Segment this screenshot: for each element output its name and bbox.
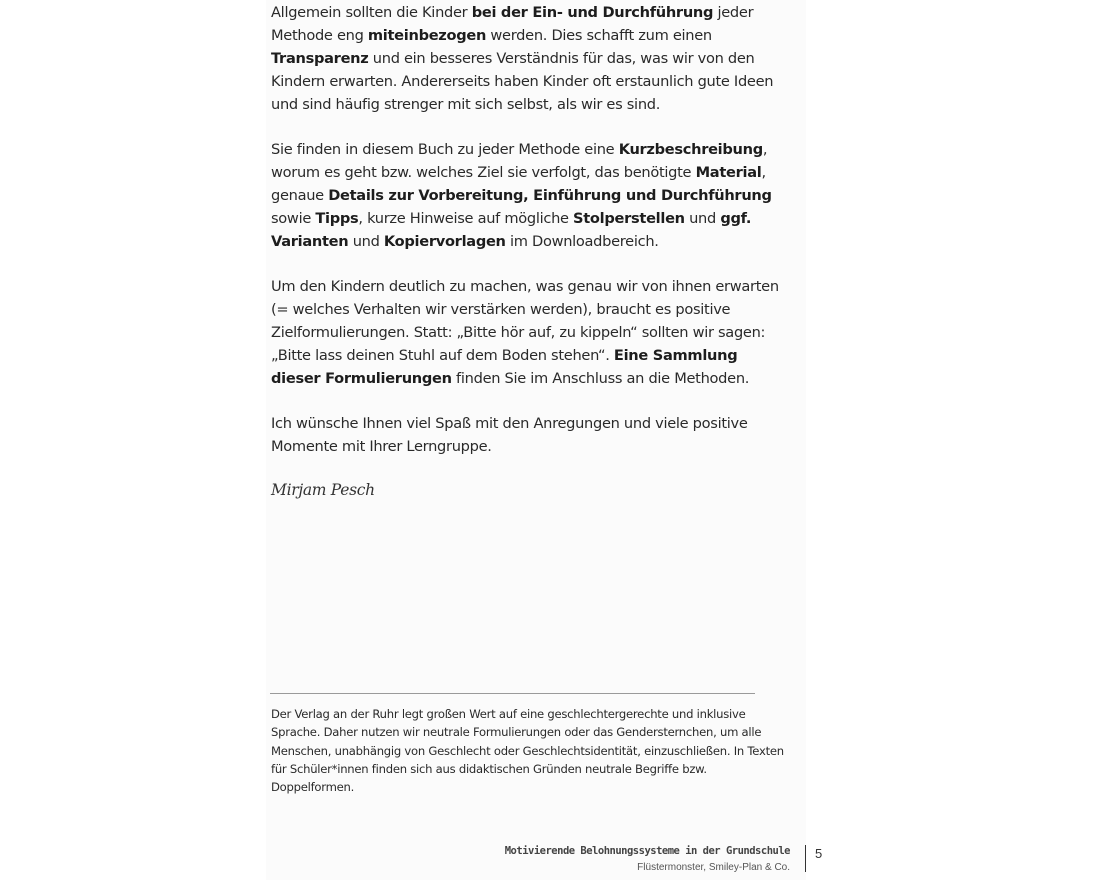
body-text-run: und ein besseres Verständnis für das, was wir von den Kindern erwarten. Andererseits haben Kinder oft erstaunlich gute Ideen und sind häufig strenger mit sich selbst, als wir es sind. (271, 50, 774, 113)
page-number: 5 (815, 846, 823, 861)
body-text-run: , worum es geht bzw. welches Ziel sie verfolgt, das benötigte (271, 141, 768, 181)
body-text-run: und (348, 233, 384, 250)
body-text-run: im Downloadbereich. (505, 233, 659, 250)
footnote-divider (270, 693, 755, 694)
paragraph-closing-wish (271, 412, 785, 458)
footnote-gender-language: Der Verlag an der Ruhr legt großen Wert auf eine geschlechtergerechte und inklusive Sprache. Daher nutzen wir neutrale Formulierungen oder das Gendersternchen, um alle Menschen, unabhängig von Geschlecht oder Geschlechtsidentität, einzuschließen. In Texten für Schüler*innen finden sich aus didaktischen Gründen neutrale Begriffe bzw. Doppelformen. (271, 707, 784, 795)
body-text-run: jeder Methode eng (271, 4, 754, 44)
emphasis-text: Kopiervorlagen (383, 233, 506, 250)
body-text-run: , genaue (271, 164, 766, 204)
emphasis-text: bei der Ein- und Durchführung (471, 4, 714, 21)
emphasis-text: Transparenz (271, 50, 369, 67)
body-text-run: werden. Dies schafft zum einen (486, 27, 712, 44)
emphasis-text: Eine Sammlung dieser Formulierungen (271, 347, 738, 387)
paragraph-goal-formulations (271, 275, 785, 390)
paragraph-book-structure (271, 138, 785, 253)
emphasis-text: Details zur Vorbereitung, Einführung und Durchführung (328, 187, 772, 204)
emphasis-text: Stolperstellen (573, 210, 685, 227)
emphasis-text: Material (695, 164, 762, 181)
paragraph-participation (271, 1, 785, 116)
body-text-run: Um den Kindern deutlich zu machen, was genau wir von ihnen erwarten (= welches Verhalten wir verstärken werden), braucht es positive Zielformulierungen. Statt: „Bitte hör auf, zu kippeln“ sollten wir sagen: „Bitte lass deinen Stuhl auf dem Boden stehen“. (271, 278, 779, 364)
body-text-run: und (684, 210, 721, 227)
body-text-run: Ich wünsche Ihnen viel Spaß mit den Anregungen und viele positive Momente mit Ihrer Lerngruppe. (271, 415, 748, 455)
body-text-run: finden Sie im Anschluss an die Methoden. (451, 370, 750, 387)
footer-divider (805, 845, 806, 872)
footer-book-title: Motivierende Belohnungssysteme in der Grundschule (504, 845, 790, 857)
emphasis-text: miteinbezogen (367, 27, 487, 44)
body-text-run: Sie finden in diesem Buch zu jeder Methode eine (271, 141, 619, 158)
emphasis-text: Kurzbeschreibung (618, 141, 763, 158)
emphasis-text: ggf. Varianten (271, 210, 752, 250)
author-signature: Mirjam Pesch (271, 481, 375, 499)
body-text-run: sowie (271, 210, 316, 227)
footer-book-subtitle: Flüstermonster, Smiley-Plan & Co. (637, 862, 790, 873)
body-text-run: Allgemein sollten die Kinder (271, 4, 472, 21)
emphasis-text: Tipps (315, 210, 359, 227)
body-text-run: , kurze Hinweise auf mögliche (358, 210, 574, 227)
